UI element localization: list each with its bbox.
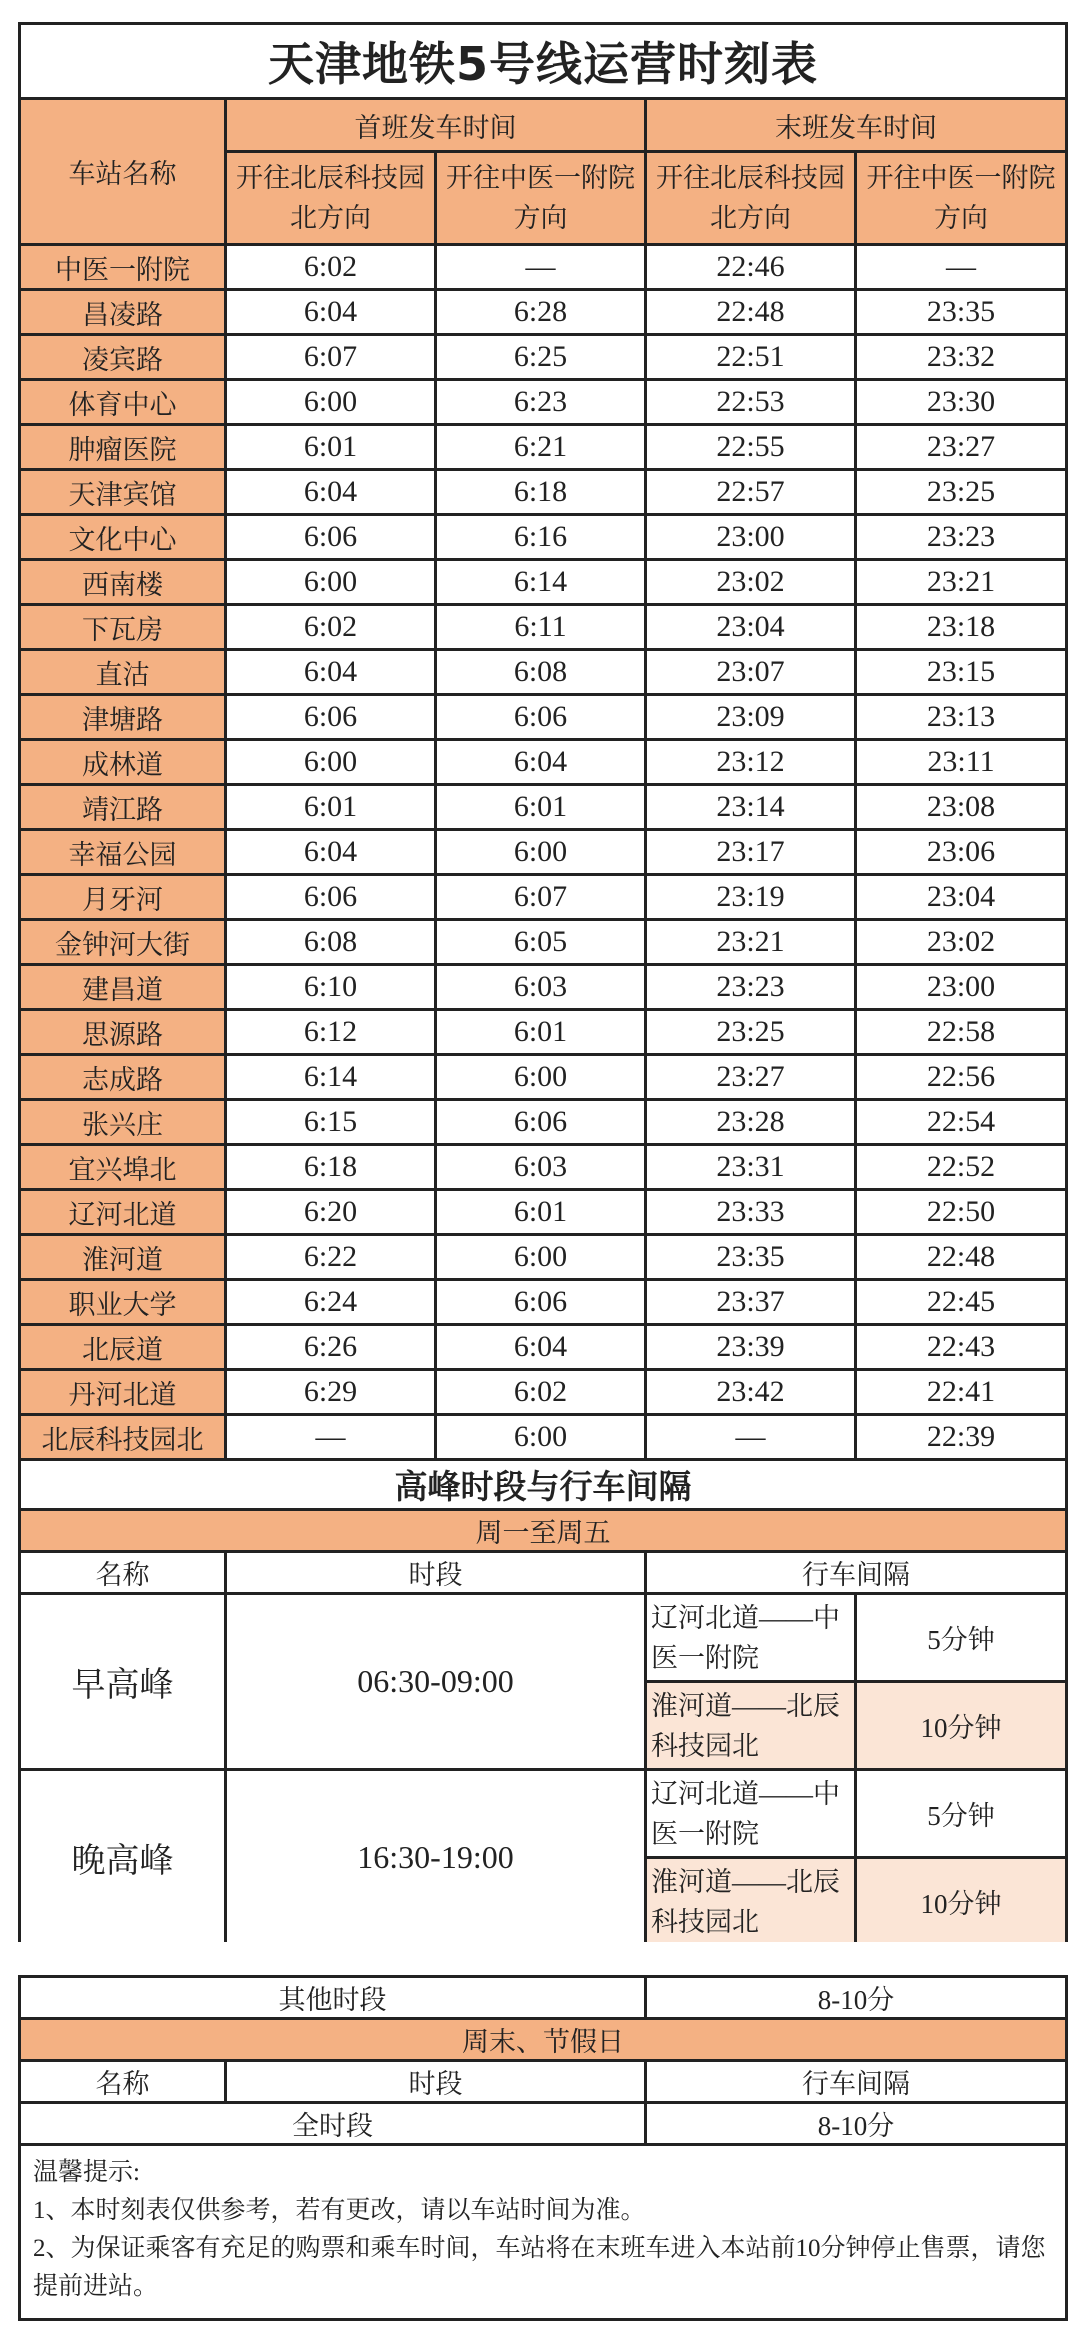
col-name: 名称 (20, 1552, 226, 1594)
first-north-cell: 6:24 (226, 1280, 436, 1325)
first-zhongyi-cell: — (436, 245, 646, 290)
table-row (20, 920, 1067, 965)
last-north-cell: 23:37 (646, 1280, 856, 1325)
last-zhongyi-cell: 22:58 (856, 1010, 1067, 1055)
last-north-cell: 22:57 (646, 470, 856, 515)
station-name-cell: 天津宾馆 (20, 470, 226, 515)
evening-peak-name: 晚高峰 (20, 1770, 226, 1945)
other-period-interval: 8-10分 (646, 1977, 1067, 2019)
evening-peak-period: 16:30-19:00 (226, 1770, 646, 1945)
last-north-cell: 23:35 (646, 1235, 856, 1280)
table-row (20, 515, 1067, 560)
table-row (20, 380, 1067, 425)
last-zhongyi-cell: 23:18 (856, 605, 1067, 650)
last-north-cell: 23:25 (646, 1010, 856, 1055)
first-zhongyi-header: 开往中医一附院方向 (436, 152, 646, 245)
table-row (20, 1055, 1067, 1100)
last-zhongyi-cell: — (856, 245, 1067, 290)
last-zhongyi-cell: 23:23 (856, 515, 1067, 560)
notes-heading: 温馨提示: (33, 2159, 140, 2186)
last-zhongyi-cell: 23:08 (856, 785, 1067, 830)
first-north-cell: 6:18 (226, 1145, 436, 1190)
table-row (20, 1100, 1067, 1145)
first-north-cell: 6:06 (226, 695, 436, 740)
last-zhongyi-cell: 22:41 (856, 1370, 1067, 1415)
first-north-cell: 6:26 (226, 1325, 436, 1370)
morning-route-2: 淮河道——北辰科技园北 (646, 1682, 856, 1770)
station-name-cell: 中医一附院 (20, 245, 226, 290)
last-north-cell: 23:14 (646, 785, 856, 830)
notes (20, 2145, 1067, 2320)
last-zhongyi-cell: 23:11 (856, 740, 1067, 785)
last-north-cell: 22:48 (646, 290, 856, 335)
weekend-all-day-interval: 8-10分 (646, 2103, 1067, 2145)
last-north-cell: 23:27 (646, 1055, 856, 1100)
first-zhongyi-cell: 6:00 (436, 1235, 646, 1280)
last-zhongyi-cell: 23:06 (856, 830, 1067, 875)
first-north-cell: 6:06 (226, 875, 436, 920)
last-zhongyi-cell: 23:04 (856, 875, 1067, 920)
table-row (20, 1010, 1067, 1055)
last-north-cell: 22:55 (646, 425, 856, 470)
station-name-cell: 丹河北道 (20, 1370, 226, 1415)
first-north-cell: 6:00 (226, 380, 436, 425)
first-north-cell: 6:04 (226, 290, 436, 335)
station-name-cell: 淮河道 (20, 1235, 226, 1280)
last-zhongyi-cell: 23:21 (856, 560, 1067, 605)
last-zhongyi-cell: 23:32 (856, 335, 1067, 380)
station-name-cell: 北辰道 (20, 1325, 226, 1370)
last-zhongyi-cell: 22:52 (856, 1145, 1067, 1190)
first-zhongyi-cell: 6:03 (436, 965, 646, 1010)
first-zhongyi-cell: 6:07 (436, 875, 646, 920)
table-row (20, 965, 1067, 1010)
evening-interval-1: 5分钟 (856, 1770, 1067, 1858)
first-train-header: 首班发车时间 (226, 99, 646, 152)
weekend-col-interval: 行车间隔 (646, 2061, 1067, 2103)
first-north-header: 开往北辰科技园北方向 (226, 152, 436, 245)
first-north-cell: 6:04 (226, 650, 436, 695)
first-zhongyi-cell: 6:11 (436, 605, 646, 650)
table-row (20, 1415, 1067, 1460)
morning-interval-1: 5分钟 (856, 1594, 1067, 1682)
station-name-cell: 直沽 (20, 650, 226, 695)
col-interval: 行车间隔 (646, 1552, 1067, 1594)
last-zhongyi-cell: 23:25 (856, 470, 1067, 515)
table-row (20, 1280, 1067, 1325)
station-name-cell: 金钟河大街 (20, 920, 226, 965)
first-north-cell: 6:00 (226, 740, 436, 785)
first-north-cell: 6:08 (226, 920, 436, 965)
first-zhongyi-cell: 6:06 (436, 1280, 646, 1325)
table-row (20, 785, 1067, 830)
first-north-cell: 6:01 (226, 785, 436, 830)
last-north-cell: 23:04 (646, 605, 856, 650)
first-north-cell: 6:00 (226, 560, 436, 605)
first-zhongyi-cell: 6:01 (436, 1190, 646, 1235)
last-zhongyi-cell: 23:27 (856, 425, 1067, 470)
weekend-all-day-label: 全时段 (20, 2103, 646, 2145)
table-row (20, 830, 1067, 875)
first-zhongyi-cell: 6:00 (436, 1055, 646, 1100)
page-title: 天津地铁5号线运营时刻表 (20, 24, 1067, 99)
table-row (20, 1235, 1067, 1280)
last-north-cell: 22:51 (646, 335, 856, 380)
first-zhongyi-cell: 6:04 (436, 740, 646, 785)
first-north-cell: 6:02 (226, 605, 436, 650)
first-zhongyi-cell: 6:02 (436, 1370, 646, 1415)
first-north-cell: 6:12 (226, 1010, 436, 1055)
last-zhongyi-cell: 22:43 (856, 1325, 1067, 1370)
station-name-cell: 志成路 (20, 1055, 226, 1100)
station-name-cell: 成林道 (20, 740, 226, 785)
table-row (20, 875, 1067, 920)
station-name-cell: 职业大学 (20, 1280, 226, 1325)
weekday-bar: 周一至周五 (20, 1510, 1067, 1552)
first-zhongyi-cell: 6:06 (436, 1100, 646, 1145)
station-name-cell: 思源路 (20, 1010, 226, 1055)
last-north-cell: 23:23 (646, 965, 856, 1010)
first-zhongyi-cell: 6:14 (436, 560, 646, 605)
station-name-cell: 宜兴埠北 (20, 1145, 226, 1190)
first-zhongyi-cell: 6:18 (436, 470, 646, 515)
first-zhongyi-cell: 6:03 (436, 1145, 646, 1190)
first-north-cell: 6:04 (226, 830, 436, 875)
first-zhongyi-cell: 6:00 (436, 1415, 646, 1460)
last-north-cell: 23:42 (646, 1370, 856, 1415)
first-north-cell: 6:14 (226, 1055, 436, 1100)
station-name-cell: 张兴庄 (20, 1100, 226, 1145)
last-north-cell: 23:09 (646, 695, 856, 740)
last-north-cell: 23:39 (646, 1325, 856, 1370)
last-zhongyi-cell: 22:39 (856, 1415, 1067, 1460)
last-north-cell: 23:19 (646, 875, 856, 920)
last-train-header: 末班发车时间 (646, 99, 1067, 152)
timetable (18, 22, 1068, 1944)
first-north-cell: 6:20 (226, 1190, 436, 1235)
first-zhongyi-cell: 6:21 (436, 425, 646, 470)
weekend-col-name: 名称 (20, 2061, 226, 2103)
last-zhongyi-cell: 22:45 (856, 1280, 1067, 1325)
first-zhongyi-cell: 6:16 (436, 515, 646, 560)
other-period-label: 其他时段 (20, 1977, 646, 2019)
morning-peak-period: 06:30-09:00 (226, 1594, 646, 1770)
table-row (20, 560, 1067, 605)
evening-interval-2: 10分钟 (856, 1858, 1067, 1945)
last-zhongyi-header: 开往中医一附院方向 (856, 152, 1067, 245)
table-row (20, 740, 1067, 785)
first-north-cell: 6:29 (226, 1370, 436, 1415)
station-name-cell: 肿瘤医院 (20, 425, 226, 470)
note-item: 2、为保证乘客有充足的购票和乘车时间，车站将在末班车进入本站前10分钟停止售票，请您提前进站。 (33, 2235, 1046, 2300)
first-zhongyi-cell: 6:05 (436, 920, 646, 965)
last-zhongyi-cell: 22:54 (856, 1100, 1067, 1145)
last-zhongyi-cell: 22:56 (856, 1055, 1067, 1100)
first-zhongyi-cell: 6:06 (436, 695, 646, 740)
table-row (20, 1370, 1067, 1415)
last-zhongyi-cell: 23:00 (856, 965, 1067, 1010)
station-name-cell: 凌宾路 (20, 335, 226, 380)
col-period: 时段 (226, 1552, 646, 1594)
station-name-cell: 辽河北道 (20, 1190, 226, 1235)
first-north-cell: 6:04 (226, 470, 436, 515)
station-name-cell: 体育中心 (20, 380, 226, 425)
first-north-cell: 6:15 (226, 1100, 436, 1145)
table-row (20, 470, 1067, 515)
first-north-cell: 6:06 (226, 515, 436, 560)
last-north-cell: 23:21 (646, 920, 856, 965)
weekend-col-period: 时段 (226, 2061, 646, 2103)
last-zhongyi-cell: 23:02 (856, 920, 1067, 965)
first-north-cell: 6:10 (226, 965, 436, 1010)
last-zhongyi-cell: 23:35 (856, 290, 1067, 335)
last-north-cell: 23:28 (646, 1100, 856, 1145)
last-north-cell: 23:17 (646, 830, 856, 875)
last-zhongyi-cell: 22:48 (856, 1235, 1067, 1280)
first-zhongyi-cell: 6:25 (436, 335, 646, 380)
first-north-cell: 6:02 (226, 245, 436, 290)
other-schedule-table (18, 1975, 1068, 2321)
station-name-cell: 月牙河 (20, 875, 226, 920)
last-north-cell: 23:02 (646, 560, 856, 605)
evening-route-2: 淮河道——北辰科技园北 (646, 1858, 856, 1945)
table-row (20, 650, 1067, 695)
last-zhongyi-cell: 22:50 (856, 1190, 1067, 1235)
first-north-cell: — (226, 1415, 436, 1460)
last-zhongyi-cell: 23:30 (856, 380, 1067, 425)
note-item: 1、本时刻表仅供参考，若有更改，请以车站时间为准。 (33, 2197, 646, 2224)
station-header: 车站名称 (20, 99, 226, 245)
station-name-cell: 幸福公园 (20, 830, 226, 875)
first-zhongyi-cell: 6:01 (436, 785, 646, 830)
table-row (20, 425, 1067, 470)
first-north-cell: 6:01 (226, 425, 436, 470)
station-name-cell: 下瓦房 (20, 605, 226, 650)
morning-interval-2: 10分钟 (856, 1682, 1067, 1770)
last-north-header: 开往北辰科技园北方向 (646, 152, 856, 245)
peak-title: 高峰时段与行车间隔 (20, 1460, 1067, 1510)
first-zhongyi-cell: 6:01 (436, 1010, 646, 1055)
first-north-cell: 6:22 (226, 1235, 436, 1280)
table-row (20, 1190, 1067, 1235)
table-row (20, 290, 1067, 335)
station-name-cell: 北辰科技园北 (20, 1415, 226, 1460)
first-north-cell: 6:07 (226, 335, 436, 380)
station-name-cell: 靖江路 (20, 785, 226, 830)
last-north-cell: 23:33 (646, 1190, 856, 1235)
table-row (20, 335, 1067, 380)
morning-route-1: 辽河北道——中医一附院 (646, 1594, 856, 1682)
evening-route-1: 辽河北道——中医一附院 (646, 1770, 856, 1858)
table-row (20, 605, 1067, 650)
last-north-cell: — (646, 1415, 856, 1460)
first-zhongyi-cell: 6:04 (436, 1325, 646, 1370)
page-gap (0, 1942, 1080, 1975)
morning-peak-name: 早高峰 (20, 1594, 226, 1770)
weekend-bar: 周末、节假日 (20, 2019, 1067, 2061)
first-zhongyi-cell: 6:00 (436, 830, 646, 875)
table-row (20, 245, 1067, 290)
last-zhongyi-cell: 23:13 (856, 695, 1067, 740)
station-name-cell: 建昌道 (20, 965, 226, 1010)
last-zhongyi-cell: 23:15 (856, 650, 1067, 695)
table-row (20, 695, 1067, 740)
station-name-cell: 西南楼 (20, 560, 226, 605)
last-north-cell: 23:12 (646, 740, 856, 785)
last-north-cell: 23:31 (646, 1145, 856, 1190)
last-north-cell: 22:53 (646, 380, 856, 425)
last-north-cell: 23:07 (646, 650, 856, 695)
last-north-cell: 23:00 (646, 515, 856, 560)
station-name-cell: 文化中心 (20, 515, 226, 560)
table-row (20, 1145, 1067, 1190)
first-zhongyi-cell: 6:28 (436, 290, 646, 335)
first-zhongyi-cell: 6:23 (436, 380, 646, 425)
station-name-cell: 昌凌路 (20, 290, 226, 335)
first-zhongyi-cell: 6:08 (436, 650, 646, 695)
station-name-cell: 津塘路 (20, 695, 226, 740)
table-row (20, 1325, 1067, 1370)
last-north-cell: 22:46 (646, 245, 856, 290)
